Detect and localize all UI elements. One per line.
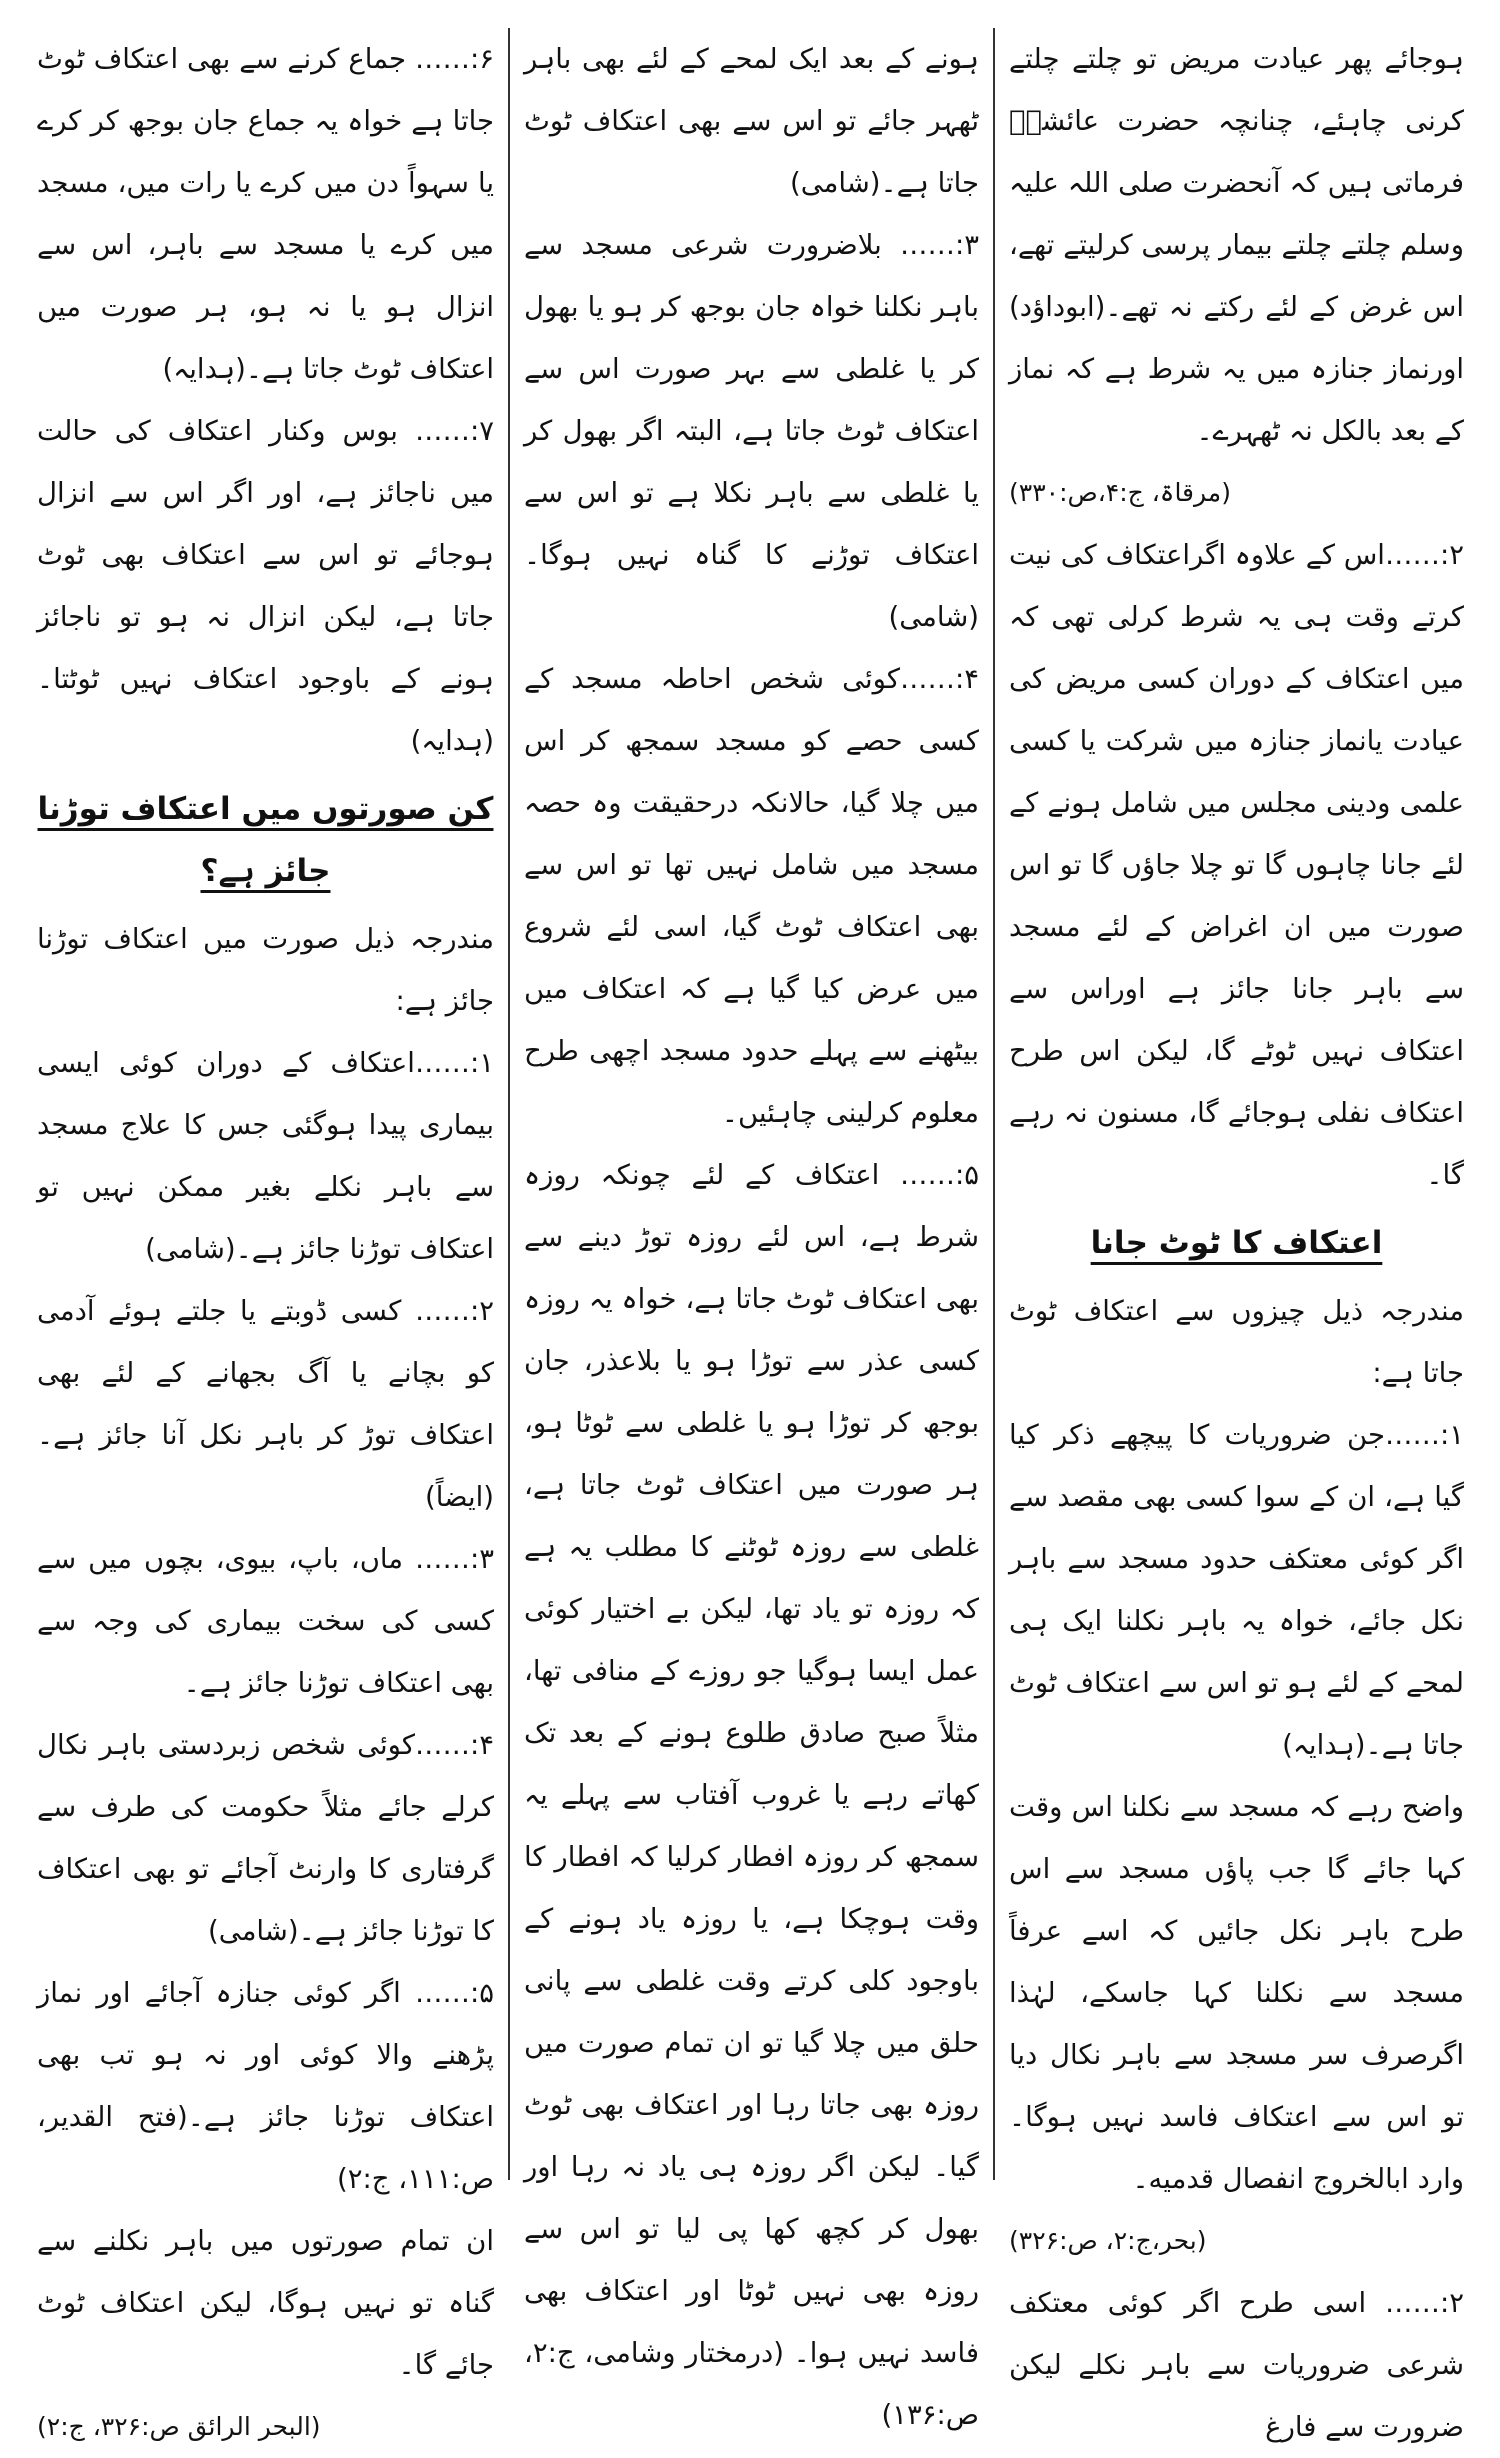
paragraph: ۷:…… بوس وکنار اعتکاف کی حالت میں ناجائز ہے، اور اگر اس سے انزال ہوجائے تو اس سے اعتکاف بھی ٹوٹ جاتا ہے، لیکن انزال نہ ہو تو ناجائز ہونے کے باوجود اعتکاف نہیں ٹوٹتا۔(ہدایہ) (37, 415, 494, 757)
paragraph: ۳:…… ماں، باپ، بیوی، بچوں میں سے کسی کی سخت بیماری کی وجہ سے بھی اعتکاف توڑنا جائز ہے۔ (37, 1543, 494, 1699)
paragraph: ۲:…… کسی ڈوبتے یا جلتے ہوئے آدمی کو بچانے یا آگ بجھانے کے لئے بھی اعتکاف توڑ کر باہر نکل آنا جائز ہے۔(ایضاً) (37, 1295, 494, 1513)
reference: (البحر الرائق ص:۳۲۶، ج:۲) (37, 2412, 321, 2441)
paragraph: واضح رہے کہ مسجد سے نکلنا اس وقت کہا جائے گا جب پاؤں مسجد سے اس طرح باہر نکل جائیں کہ اسے عرفاً مسجد سے نکلنا کہا جاسکے، لہٰذا اگرصرف سر مسجد سے باہر نکال دیا تو اس سے اعتکاف فاسد نہیں ہوگا۔ وارد ابالخروج انفصال قدمیه۔ (1009, 1791, 1464, 2195)
paragraph: مندرجہ ذیل چیزوں سے اعتکاف ٹوٹ جاتا ہے: (1009, 1295, 1464, 1389)
paragraph: ۱:……جن ضروریات کا پیچھے ذکر کیا گیا ہے، ان کے سوا کسی بھی مقصد سے اگر کوئی معتکف حدود مسجد سے باہر نکل جائے، خواہ یہ باہر نکلنا ایک ہی لمحے کے لئے ہو تو اس سے اعتکاف ٹوٹ جاتا ہے۔(ہدایہ) (1009, 1419, 1464, 1761)
section-heading: اعتکاف کا ٹوٹ جانا (1090, 1225, 1383, 1261)
paragraph: ۲:…… اسی طرح اگر کوئی معتکف شرعی ضروریات سے باہر نکلے لیکن ضرورت سے فارغ (1009, 2287, 1464, 2443)
paragraph: ہوجائے پھر عیادت مریض تو چلتے چلتے کرنی چاہئے، چنانچہ حضرت عائشہؓ فرماتی ہیں کہ آنحضرت صلی اللہ علیہ وسلم چلتے چلتے بیمار پرسی کرلیتے تھے، اس غرض کے لئے رکتے نہ تھے۔(ابوداؤد) اورنماز جنازہ میں یہ شرط ہے کہ نماز کے بعد بالکل نہ ٹھہرے۔ (1009, 43, 1464, 447)
paragraph: ۵:…… اعتکاف کے لئے چونکہ روزہ شرط ہے، اس لئے روزہ توڑ دینے سے بھی اعتکاف ٹوٹ جاتا ہے، خواہ یہ روزہ کسی عذر سے توڑا ہو یا بلاعذر، جان بوجھ کر توڑا ہو یا غلطی سے ٹوٹا ہو، ہر صورت میں اعتکاف ٹوٹ جاتا ہے، غلطی سے روزہ ٹوٹنے کا مطلب یہ ہے کہ روزہ تو یاد تھا، لیکن بے اختیار کوئی عمل ایسا ہوگیا جو روزے کے منافی تھا، مثلاً صبح صادق طلوع ہونے کے بعد تک کھاتے رہے یا غروب آفتاب سے پہلے یہ سمجھ کر روزہ افطار کرلیا کہ افطار کا وقت ہوچکا ہے، یا روزہ یاد ہونے کے باوجود کلی کرتے وقت غلطی سے پانی حلق میں چلا گیا تو ان تمام صورت میں روزہ بھی جاتا رہا اور اعتکاف بھی ٹوٹ گیا۔ لیکن اگر روزہ ہی یاد نہ رہا اور بھول کر کچھ کھا پی لیا تو اس سے روزہ بھی نہیں ٹوٹا اور اعتکاف بھی فاسد نہیں ہوا۔ (درمختار وشامی، ج:۲، ص:۱۳۶) (524, 1159, 979, 2431)
paragraph: ۵:…… اگر کوئی جنازہ آجائے اور نماز پڑھنے والا کوئی اور نہ ہو تب بھی اعتکاف توڑنا جائز ہے۔(فتح القدیر، ص:۱۱۱، ج:۲) (37, 1977, 494, 2195)
column-left (23, 28, 508, 2441)
paragraph: ۱:……اعتکاف کے دوران کوئی ایسی بیماری پیدا ہوگئی جس کا علاج مسجد سے باہر نکلے بغیر ممکن نہیں تو اعتکاف توڑنا جائز ہے۔(شامی) (37, 1047, 494, 1265)
paragraph: مندرجہ ذیل صورت میں اعتکاف توڑنا جائز ہے: (37, 923, 494, 1017)
paragraph: ۴:……کوئی شخص احاطہ مسجد کے کسی حصے کو مسجد سمجھ کر اس میں چلا گیا، حالانکہ درحقیقت وہ حصہ مسجد میں شامل نہیں تھا تو اس سے بھی اعتکاف ٹوٹ گیا، اسی لئے شروع میں عرض کیا گیا ہے کہ اعتکاف میں بیٹھنے سے پہلے حدود مسجد اچھی طرح معلوم کرلینی چاہئیں۔ (524, 663, 979, 1129)
column-middle (508, 28, 993, 2431)
paragraph: ۲:……اس کے علاوہ اگراعتکاف کی نیت کرتے وقت ہی یہ شرط کرلی تھی کہ میں اعتکاف کے دوران کسی مریض کی عیادت یانماز جنازہ میں شرکت یا کسی علمی ودینی مجلس میں شامل ہونے کے لئے جانا چاہوں گا تو چلا جاؤں گا تو اس صورت میں ان اغراض کے لئے مسجد سے باہر جانا جائز ہے اوراس سے اعتکاف نہیں ٹوٹے گا، لیکن اس طرح اعتکاف نفلی ہوجائے گا، مسنون نہ رہے گا۔ (1009, 539, 1464, 1191)
paragraph: ۶:…… جماع کرنے سے بھی اعتکاف ٹوٹ جاتا ہے خواہ یہ جماع جان بوجھ کر کرے یا سہواً دن میں کرے یا رات میں، مسجد میں کرے یا مسجد سے باہر، اس سے انزال ہو یا نہ ہو، ہر صورت میں اعتکاف ٹوٹ جاتا ہے۔(ہدایہ) (37, 43, 494, 385)
paragraph: ہونے کے بعد ایک لمحے کے لئے بھی باہر ٹھہر جائے تو اس سے بھی اعتکاف ٹوٹ جاتا ہے۔(شامی) (524, 43, 979, 199)
paragraph: ۴:……کوئی شخص زبردستی باہر نکال کرلے جائے مثلاً حکومت کی طرف سے گرفتاری کا وارنٹ آجائے تو بھی اعتکاف کا توڑنا جائز ہے۔(شامی) (37, 1729, 494, 1947)
paragraph: ۳:…… بلاضرورت شرعی مسجد سے باہر نکلنا خواہ جان بوجھ کر ہو یا بھول کر یا غلطی سے بہر صورت اس سے اعتکاف ٹوٹ جاتا ہے، البتہ اگر بھول کر یا غلطی سے باہر نکلا ہے تو اس سے اعتکاف توڑنے کا گناہ نہیں ہوگا۔(شامی) (524, 229, 979, 633)
paragraph: ان تمام صورتوں میں باہر نکلنے سے گناہ تو نہیں ہوگا، لیکن اعتکاف ٹوٹ جائے گا۔ (37, 2225, 494, 2381)
reference: (مرقاۃ، ج:۴،ص:۳۳۰) (1009, 478, 1231, 507)
column-right (993, 28, 1478, 2443)
section-heading: کن صورتوں میں اعتکاف توڑنا جائز ہے؟ (37, 791, 494, 889)
reference: (بحر،ج:۲، ص:۳۲۶) (1009, 2226, 1207, 2255)
